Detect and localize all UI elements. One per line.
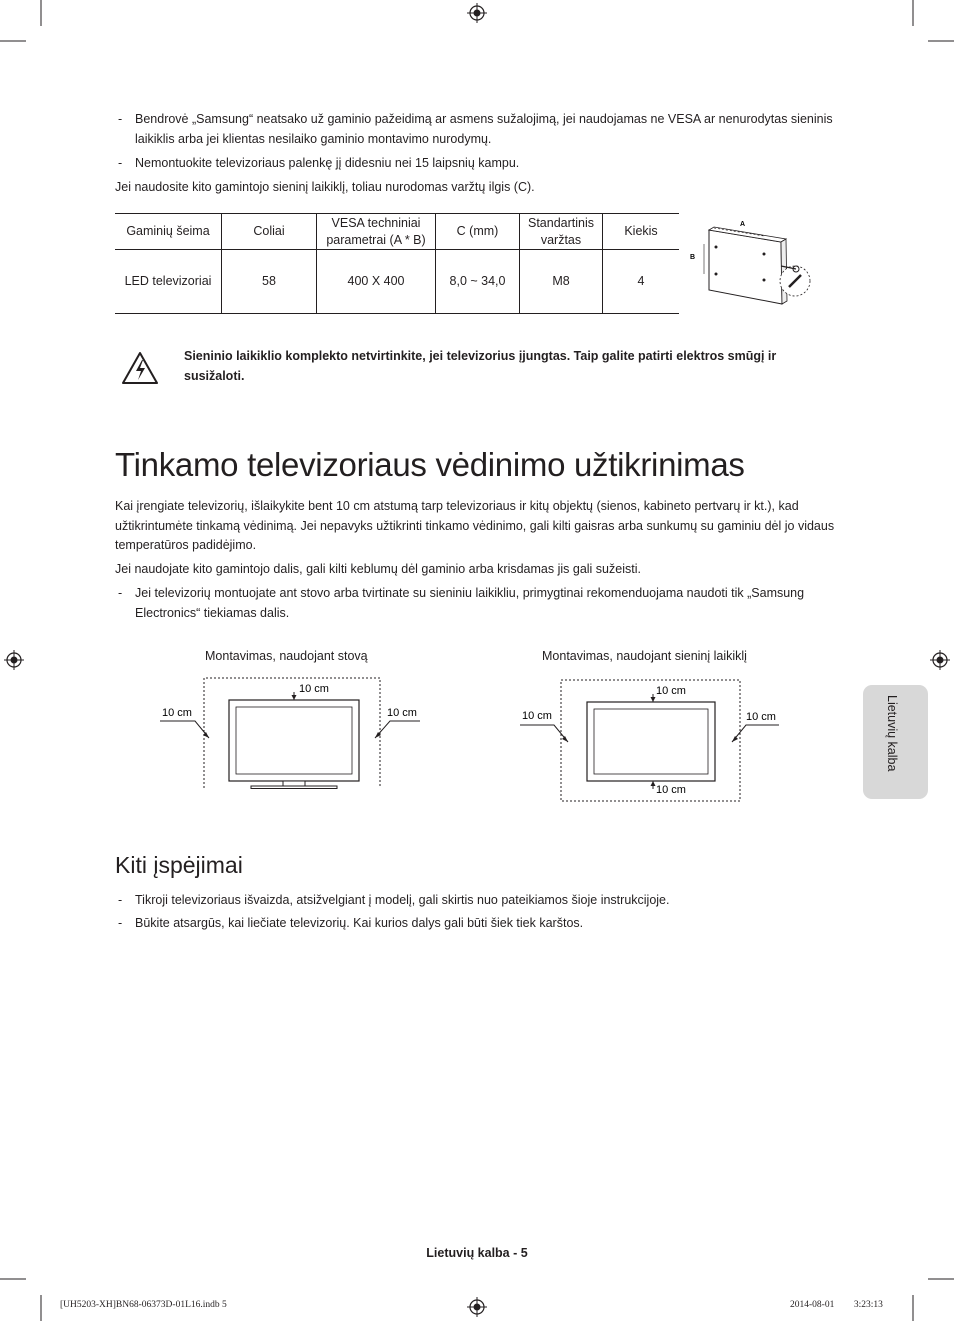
dimension-label-b: B <box>690 254 696 261</box>
table-cell: 8,0 ~ 34,0 <box>436 250 520 314</box>
table-header-cell: Gaminių šeima <box>126 224 210 238</box>
registration-mark-icon <box>467 3 487 23</box>
table-cell: M8 <box>520 250 603 314</box>
table-cell: 400 X 400 <box>317 250 436 314</box>
dimension-label-a: A <box>740 221 746 228</box>
table-header-cell: VESA techniniai parametrai (A * B) <box>317 214 436 250</box>
wall-mount-illustration <box>686 214 816 306</box>
other-warnings-title: Kiti įspėjimai <box>115 852 243 878</box>
wall-mount-clearance-diagram <box>515 672 805 806</box>
table-header-cell: Coliai <box>222 214 317 250</box>
clearance-label-left: 10 cm <box>162 707 192 719</box>
clearance-label-top: 10 cm <box>299 683 329 695</box>
clearance-label-left: 10 cm <box>522 710 552 722</box>
appearance-bullet: Tikroji televizoriaus išvaizda, atsižvelgiant į modelį, gali skirtis nuo pateikiamos šioje instrukcijoje. <box>135 893 670 907</box>
registration-mark-icon <box>4 650 24 670</box>
electric-shock-warning-icon <box>121 351 159 385</box>
registration-mark-icon <box>930 650 950 670</box>
clearance-label-right: 10 cm <box>387 707 417 719</box>
ventilation-paragraph: Kai įrengiate televizorių, išlaikykite bent 10 cm atstumą tarp televizoriaus ir kitų objektų (sienos, kabineto pertvarų ir kt.), kad užtikrintumėte tinkamą vėdinimą. Jei nepavyks užtikrinti tinkamo vėdinimo, gali kilti gaisras arba sunkumų su gaminiu dėl jo vidaus temperatūros padidėjimo. <box>115 499 835 552</box>
screw-length-note: Jei naudosite kito gamintojo sieninį laikiklį, toliau nurodomas varžtų ilgis (C). <box>115 180 535 194</box>
table-header-cell: Standartinis varžtas <box>520 214 603 250</box>
stand-mount-clearance-diagram <box>155 672 435 794</box>
language-side-tab-label: Lietuvių kalba <box>885 695 899 772</box>
intro-bullet-vesa: Bendrovė „Samsung“ neatsako už gaminio pažeidimą ar asmens sužalojimą, jei naudojamas ne VESA ar nenurodytas sieninis laikiklis arba jei klientas nesilaiko gaminio montavimo nurodymų. <box>135 112 833 146</box>
samsung-parts-bullet: Jei televizorių montuojate ant stovo arba tvirtinate su sieniniu laikikliu, primygtinai rekomenduojama naudoti tik „Samsung Electronics“ tiekiamas dalis. <box>135 586 805 620</box>
table-cell: 4 <box>603 250 680 314</box>
intro-bullet-tilt: Nemontuokite televizoriaus palenkę jį didesniu nei 15 laipsnių kampu. <box>135 156 520 170</box>
table-header-cell: C (mm) <box>436 214 520 250</box>
bullet-dash: - <box>118 586 123 600</box>
clearance-label-right: 10 cm <box>746 711 776 723</box>
bullet-dash: - <box>118 916 123 930</box>
clearance-label-top: 10 cm <box>656 685 686 697</box>
print-file-slug: [UH5203-XH]BN68-06373D-01L16.indb 5 <box>60 1300 227 1310</box>
hot-parts-bullet: Būkite atsargūs, kai liečiate televizorių. Kai kurios dalys gali būti šiek tiek karštos. <box>135 916 584 930</box>
stand-mount-caption: Montavimas, naudojant stovą <box>205 649 368 663</box>
print-date-slug: 2014-08-01 ￿￿ 3:23:13 <box>790 1300 883 1310</box>
table-row <box>115 250 679 314</box>
electric-shock-warning-text: Sieninio laikiklio komplekto netvirtinkite, jei televizorius įjungtas. Taip galite patirti elektros smūgį ir susižaloti. <box>184 349 777 383</box>
bullet-dash: - <box>118 156 123 170</box>
table-header-cell: Kiekis <box>603 214 680 250</box>
wall-mount-caption: Montavimas, naudojant sieninį laikiklį <box>542 649 747 663</box>
screw-spec-table <box>115 213 679 314</box>
table-cell: LED televizoriai <box>124 274 212 288</box>
registration-mark-icon <box>467 1297 487 1317</box>
table-header-row <box>115 214 679 250</box>
table-cell: 58 <box>222 250 317 314</box>
page-number: Lietuvių kalba - 5 <box>426 1246 528 1260</box>
language-side-tab <box>863 685 928 799</box>
bullet-dash: - <box>118 893 123 907</box>
third-party-parts-paragraph: Jei naudojate kito gamintojo dalis, gali kilti keblumų dėl gaminio arba krisdamas jis gali sužeisti. <box>115 562 641 576</box>
bullet-dash: - <box>118 112 123 126</box>
ventilation-section-title: Tinkamo televizoriaus vėdinimo užtikrinimas <box>115 446 745 483</box>
clearance-label-bottom: 10 cm <box>656 784 686 796</box>
